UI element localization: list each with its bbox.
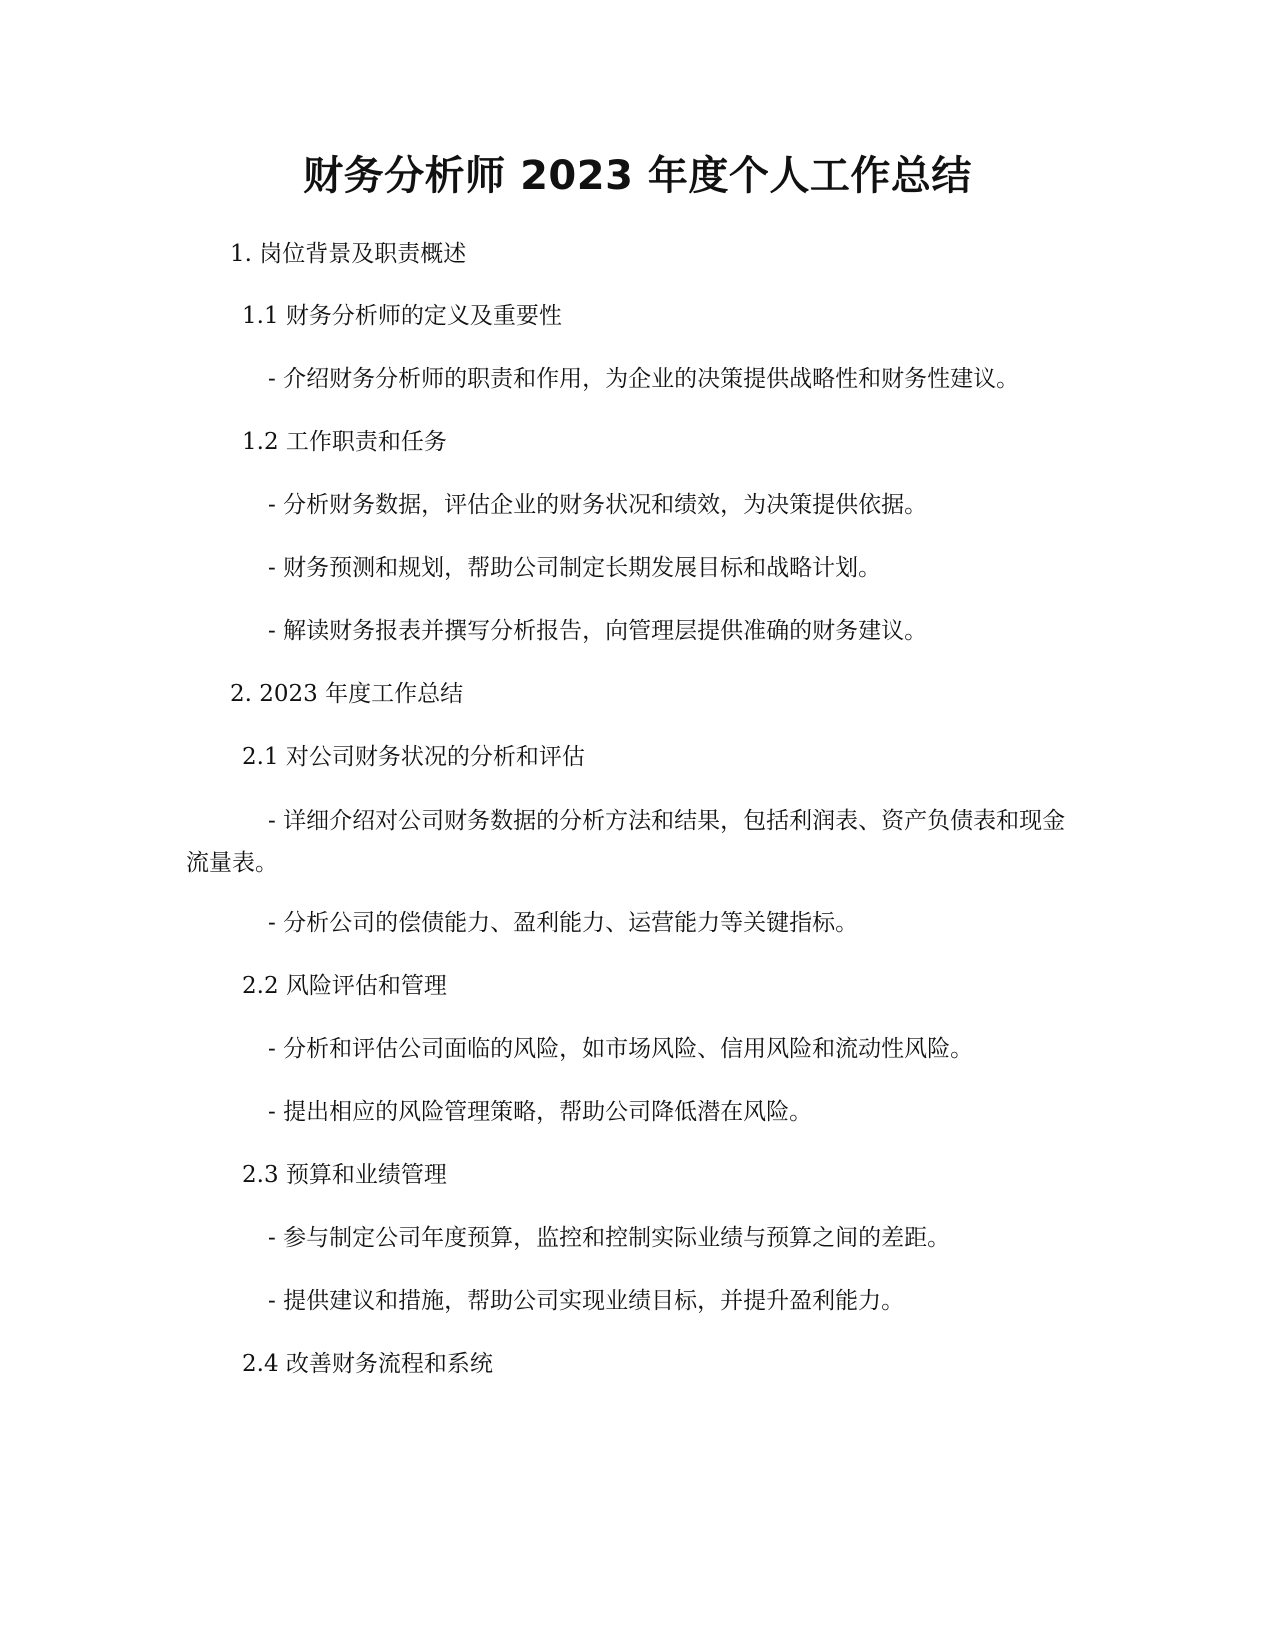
section-heading: 2. 2023 年度工作总结 (230, 681, 464, 707)
bullet-item: - 分析和评估公司面临的风险，如市场风险、信用风险和流动性风险。 (268, 1036, 974, 1062)
bullet-item: - 参与制定公司年度预算，监控和控制实际业绩与预算之间的差距。 (268, 1225, 951, 1251)
bullet-item: - 财务预测和规划，帮助公司制定长期发展目标和战略计划。 (268, 555, 882, 581)
subsection-heading: 2.3 预算和业绩管理 (242, 1162, 447, 1188)
bullet-item: - 提出相应的风险管理策略，帮助公司降低潜在风险。 (268, 1099, 813, 1125)
subsection-heading: 2.4 改善财务流程和系统 (242, 1351, 493, 1377)
subsection-heading: 1.2 工作职责和任务 (242, 429, 447, 455)
bullet-item-wrapped: - 详细介绍对公司财务数据的分析方法和结果，包括利润表、资产负债表和现金流量表。 (186, 808, 1066, 876)
subsection-heading: 1.1 财务分析师的定义及重要性 (242, 303, 562, 329)
bullet-item: - 分析公司的偿债能力、盈利能力、运营能力等关键指标。 (268, 910, 859, 936)
bullet-item: - 解读财务报表并撰写分析报告，向管理层提供准确的财务建议。 (268, 618, 928, 644)
subsection-heading: 2.2 风险评估和管理 (242, 973, 447, 999)
bullet-item: - 分析财务数据，评估企业的财务状况和绩效，为决策提供依据。 (268, 492, 928, 518)
subsection-heading: 2.1 对公司财务状况的分析和评估 (242, 744, 585, 770)
bullet-item: - 介绍财务分析师的职责和作用，为企业的决策提供战略性和财务性建议。 (268, 366, 1020, 392)
section-heading: 1. 岗位背景及职责概述 (230, 241, 467, 267)
document-title: 财务分析师 2023 年度个人工作总结 (303, 153, 972, 199)
bullet-item: - 提供建议和措施，帮助公司实现业绩目标，并提升盈利能力。 (268, 1288, 905, 1314)
